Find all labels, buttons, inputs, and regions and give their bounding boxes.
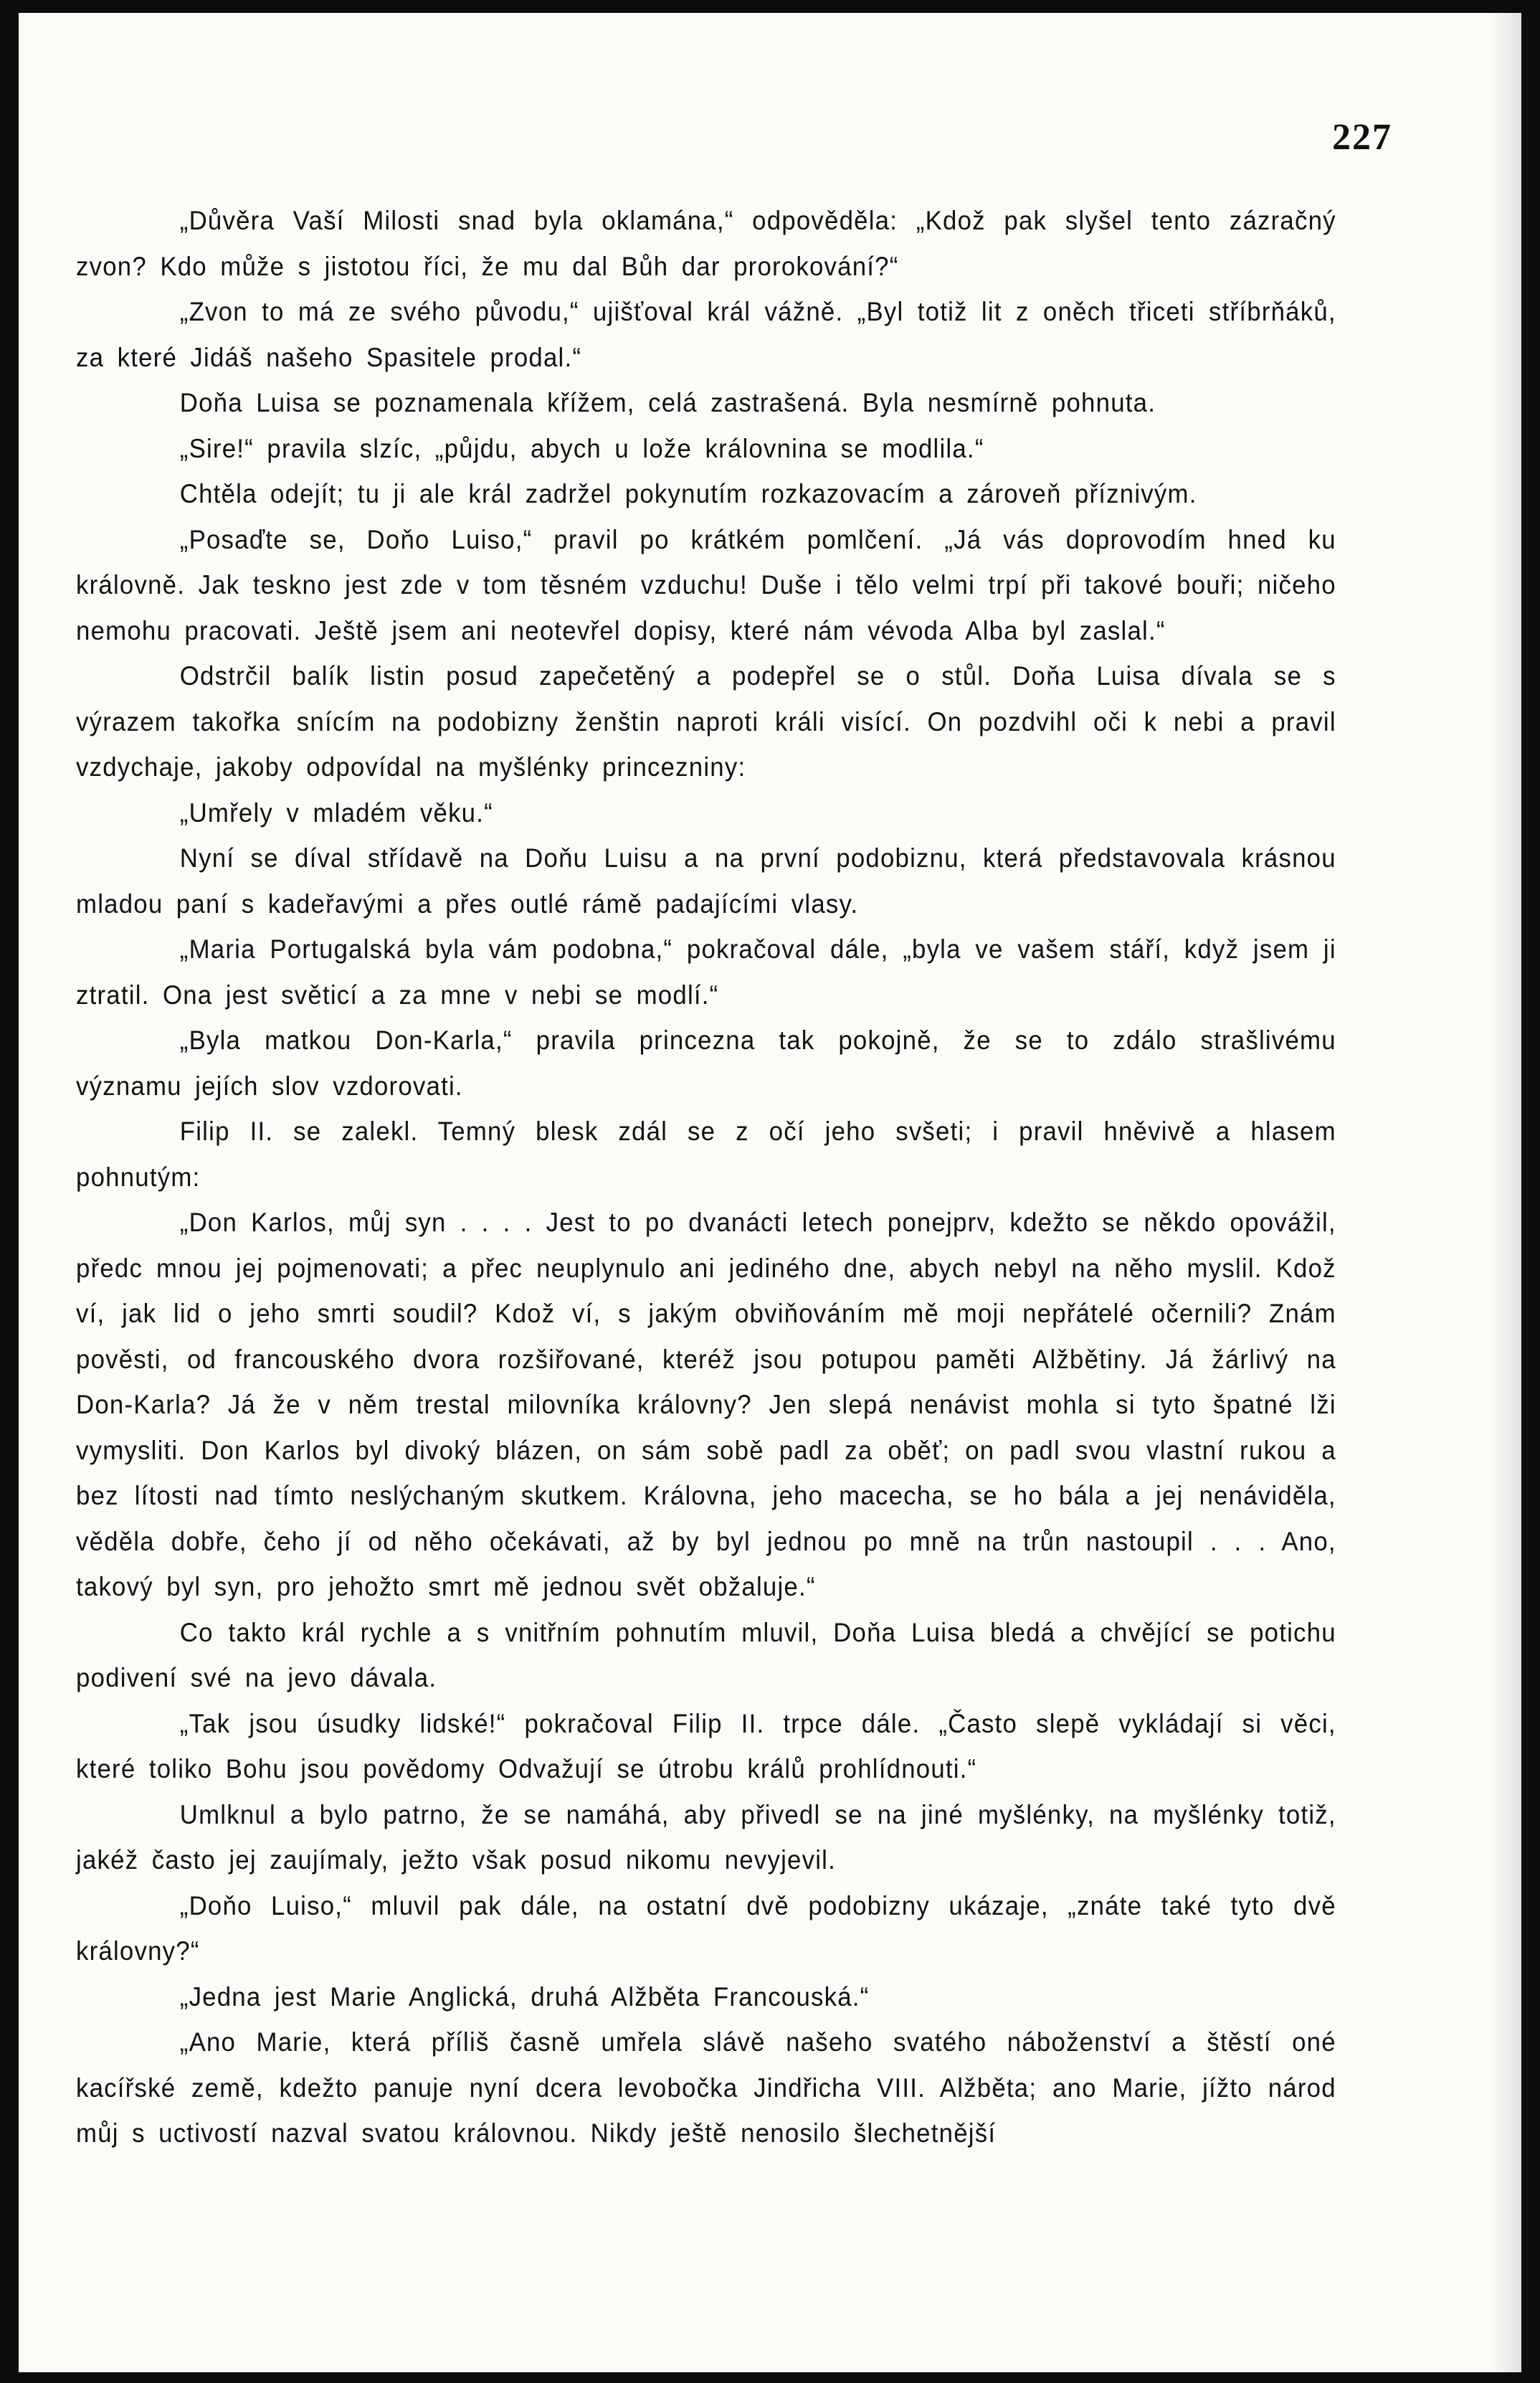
paragraph: „Sire!“ pravila slzíc, „půjdu, abych u lože královnina se modlila.“: [179, 433, 984, 463]
paragraph: „Tak jsou úsudky lidské!“ pokračoval Filip II. trpce dále. „Často slepě vykládají si věci, které toliko Bohu jsou povědomy Odvažují se útrobu králů prohlídnouti.“: [76, 1708, 1336, 1783]
paragraph: „Don Karlos, můj syn . . . . Jest to po dvanácti letech ponejprv, kdežto se někdo opovážil, předc mnou jej pojmenovati; a přec neuplynulo ani jediného dne, abych nebyl na něho myslil. Kdož ví, jak lid o jeho smrti soudil? Kdož ví, s jakým obviňováním mě moji nepřátelé očernili? Znám pověsti, od francouského dvora rozšiřované, kteréž jsou potupou paměti Alžbětiny. Já žárlivý na Don-Karla? Já že v něm trestal milovníka královny? Jen slepá nenávist mohla si tyto špatné lži vymysliti. Don Karlos byl divoký blázen, on sám sobě padl za oběť; on padl svou vlastní rukou a bez lítosti nad tímto neslýchaným skutkem. Královna, jeho macecha, se ho bála a jej nenáviděla, věděla dobře, čeho jí od něho očekávati, až by byl jednou po mně na trůn nastoupil . . . Ano, takový byl syn, pro jehožto smrt mě jednou svět obžaluje.“: [76, 1208, 1336, 1601]
paragraph: Filip II. se zalekl. Temný blesk zdál se z očí jeho svšeti; i pravil hněvivě a hlasem pohnutým:: [76, 1117, 1336, 1192]
paragraph: Nyní se díval střídavě na Doňu Luisu a na první podobiznu, která představovala krásnou mladou paní s kadeřavými a přes outlé rámě padajícími vlasy.: [76, 843, 1336, 919]
paragraph: „Byla matkou Don-Karla,“ pravila princezna tak pokojně, že se to zdálo strašlivému významu jejích slov vzdorovati.: [76, 1025, 1336, 1101]
paragraph: „Jedna jest Marie Anglická, druhá Alžběta Francouská.“: [179, 1981, 870, 2012]
paragraph: Chtěla odejít; tu ji ale král zadržel pokynutím rozkazovacím a zároveň příznivým.: [179, 479, 1197, 508]
paragraph: „Zvon to má ze svého původu,“ ujišťoval král vážně. „Byl totiž lit z oněch třiceti stříbrňáků, za které Jidáš našeho Spasitele prodal.“: [76, 297, 1336, 372]
page-text: [76, 198, 1336, 2156]
paragraph: Doňa Luisa se poznamenala křížem, celá zastrašená. Byla nesmírně pohnuta.: [179, 388, 1156, 417]
paragraph: „Důvěra Vaší Milosti snad byla oklamána,“ odpověděla: „Kdož pak slyšel tento zázračný zvon? Kdo může s jistotou říci, že mu dal Bůh dar prorokování?“: [76, 206, 1336, 281]
paragraph: „Doňo Luiso,“ mluvil pak dále, na ostatní dvě podobizny ukázaje, „znáte také tyto dvě královny?“: [76, 1890, 1336, 1966]
paragraph: Co takto král rychle a s vnitřním pohnutím mluvil, Doňa Luisa bledá a chvějící se potichu podivení své na jevo dávala.: [76, 1617, 1336, 1692]
book-page: [19, 13, 1521, 2372]
paragraph: „Umřely v mladém věku.“: [179, 797, 493, 828]
paragraph: „Maria Portugalská byla vám podobna,“ pokračoval dále, „byla ve vašem stáří, když jsem ji ztratil. Ona jest světicí a za mne v nebi se modlí.“: [76, 934, 1336, 1010]
paragraph: Odstrčil balík listin posud zapečetěný a podepřel se o stůl. Doňa Luisa dívala se s výrazem takořka snícím na podobizny ženštin naproti králi visící. On pozdvihl oči k nebi a pravil vzdychaje, jakoby odpovídal na myšlénky princezniny:: [76, 661, 1336, 782]
page-number: 227: [1332, 117, 1392, 158]
paragraph: Umlknul a bylo patrno, že se namáhá, aby přivedl se na jiné myšlénky, na myšlénky totiž, jakéž často jej zaujímaly, ježto však posud nikomu nevyjevil.: [76, 1799, 1336, 1875]
paragraph: „Posaďte se, Doňo Luiso,“ pravil po krátkém pomlčení. „Já vás doprovodím hned ku královně. Jak teskno jest zde v tom těsném vzduchu! Duše i tělo velmi trpí při takové bouři; ničeho nemohu pracovati. Ještě jsem ani neotevřel dopisy, které nám vévoda Alba byl zaslal.“: [76, 524, 1336, 645]
paragraph: „Ano Marie, která příliš časně umřela slávě našeho svatého náboženství a štěstí oné kacířské země, kdežto panuje nyní dcera levobočka Jindřicha VIII. Alžběta; ano Marie, jížto národ můj s uctivostí nazval svatou královnou. Nikdy ještě nenosilo šlechetnější: [76, 2027, 1336, 2148]
